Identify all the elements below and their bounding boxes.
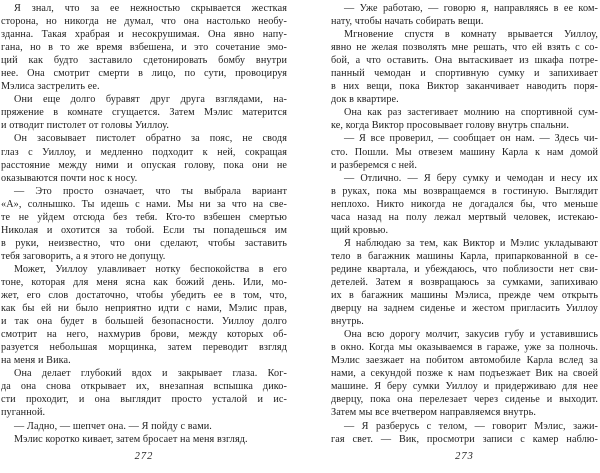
text-line: как бы ей ни было неприятно идти с нами, Мэлис прав, bbox=[1, 303, 287, 315]
text-line: нее. Она смотрит смерти в лицо, по сути, провоцируя bbox=[1, 68, 287, 80]
text-line: внутрь. bbox=[331, 316, 364, 328]
text-line: — Ладно, — шепчет она. — Я пойду с вами. bbox=[14, 420, 212, 432]
text-line: и разберемся с ней. bbox=[331, 159, 417, 171]
text-line: ке, когда Виктор просовывает голову внутрь спальни. bbox=[331, 120, 570, 132]
text-line: в руки, неизвестно, что они сделают, чтобы заставить bbox=[1, 237, 287, 249]
text-line: тоне, которая для меня ясна как божий день. Или, мо- bbox=[1, 276, 287, 288]
text-line: Мэлис коротко кивает, затем бросает на меня взгляд. bbox=[14, 433, 248, 445]
text-line: их в багажник машины Мэлиса, прежде чем открыть bbox=[331, 290, 598, 302]
text-line: разуется небольшая морщинка, затем переводит взгляд bbox=[1, 342, 287, 354]
text-line: — Я все проверил, — сообщает он нам. — Здесь чи- bbox=[344, 133, 598, 145]
text-line: панный чемодан и спортивную сумку и запихивает bbox=[331, 68, 598, 80]
text-line: смотрит на него, нахмурив брови, между которых об- bbox=[1, 329, 287, 341]
text-line: нами, а секундой позже к нам подъезжает Вик на своей bbox=[331, 368, 598, 380]
text-line: Она всю дорогу молчит, закусив губу и уставившись bbox=[344, 329, 598, 341]
text-line: зданна. Такая храбрая и несокрушимая. Она явно напу- bbox=[1, 29, 287, 41]
text-line: гая свет. — Вик, просмотри записи с камер наблю- bbox=[331, 433, 598, 445]
text-line: — Я разберусь с телом, — говорит Мэлис, зажи- bbox=[344, 420, 598, 432]
text-line: сторона, но никогда не думал, что она настолько необу- bbox=[1, 16, 287, 28]
text-line: глаз с Уиллоу, и медленно подходит к ней, сокращая bbox=[1, 146, 287, 158]
text-line: пряжение в комнате сгущается. Затем Мэлис матерится bbox=[1, 107, 287, 119]
text-line: нату, чтобы начать собирать вещи. bbox=[331, 16, 484, 28]
text-line: пуганной. bbox=[1, 407, 46, 419]
text-line: Мэлиса застрелить ее. bbox=[1, 81, 100, 93]
text-line: щий кровью. bbox=[331, 224, 389, 236]
text-line: Затем мы все вчетвером направляемся внутрь. bbox=[331, 407, 537, 419]
text-line: тело в багажник машины Карла, припаркованной в се- bbox=[331, 250, 598, 262]
text-line: детелей. Затем я возвращаюсь за сумками, запихиваю bbox=[331, 276, 598, 288]
text-line: те не уйдем отсюда без тебя. Кто-то взбешен смертью bbox=[1, 211, 287, 223]
text-line: ций как будто заставило сдетонировать бомбу внутри bbox=[1, 55, 287, 67]
text-line: Я знал, что за ее нежностью скрывается жесткая bbox=[14, 3, 287, 14]
text-line: Николая и охотится за тобой. Если ты попадешься им bbox=[1, 224, 287, 236]
right-page-number: 273 bbox=[455, 451, 474, 462]
text-line: Она делает глубокий вдох и закрывает глаза. Ког- bbox=[14, 368, 287, 380]
text-line: — Отлично. — Я беру сумку и чемодан и несу их bbox=[344, 172, 598, 184]
text-line: явно не желая позволять мне решать, что ей взять с со- bbox=[331, 42, 598, 54]
text-line: «А», солнышко. Ты идешь с нами. Мы ни за что на све- bbox=[1, 198, 287, 210]
text-line: в руках, пока мы возвращаемся в гостиную. Выглядит bbox=[331, 185, 598, 197]
text-line: тебя заговорить, а я этого не допущу. bbox=[1, 250, 166, 262]
text-line: сти проходит, и она выглядит просто усталой и ис- bbox=[1, 394, 287, 406]
text-line: жет, его слов достаточно, чтобы убедить ее в том, что, bbox=[1, 290, 287, 302]
text-line: расстояние между ними и опуская голову, пока они не bbox=[1, 159, 287, 171]
text-line: гана, но в то же время взбешена, и это сочетание эмо- bbox=[1, 42, 287, 54]
right-page bbox=[331, 0, 598, 473]
text-line: в них вещи, пока Виктор заканчивает наводить поря- bbox=[331, 81, 598, 93]
text-line: Я наблюдаю за тем, как Виктор и Мэлис укладывают bbox=[344, 237, 598, 249]
text-line: и так она будет в большей безопасности. Уиллоу долго bbox=[1, 316, 287, 328]
text-line: дверцу, пока она перелезает через сиденье и выходит. bbox=[331, 394, 598, 406]
text-line: — Это просто означает, что ты выбрала вариант bbox=[14, 185, 287, 197]
left-page-text bbox=[1, 0, 287, 446]
text-line: Может, Уиллоу улавливает нотку беспокойства в его bbox=[14, 263, 287, 275]
left-page-number: 272 bbox=[134, 451, 154, 462]
text-line: в окно. Когда мы оказываемся в гараже, уже за полночь. bbox=[331, 342, 598, 354]
text-line: Мгновение спустя в комнату врывается Уиллоу, bbox=[344, 29, 598, 41]
text-line: да она снова открывает их, внезапная вспышка дико- bbox=[1, 381, 287, 393]
text-line: дверцу на заднем сиденье и жестом пригласить Уиллоу bbox=[331, 303, 598, 315]
text-line: машине. Я беру сумки Уиллоу и придерживаю для нее bbox=[331, 381, 598, 393]
text-line: неплохо. Никто никогда не догадался бы, что меньше bbox=[331, 198, 598, 210]
text-line: оказываются почти нос к носу. bbox=[1, 172, 138, 184]
text-line: и отводит пистолет от головы Уиллоу. bbox=[1, 120, 169, 132]
text-line: — Уже работаю, — говорю я, направляясь в ее ком- bbox=[344, 3, 598, 14]
text-line: на меня и Вика. bbox=[1, 355, 71, 367]
text-line: бой, а что оставить. Она вытаскивает из шкафа потре- bbox=[331, 55, 598, 67]
text-line: Они еще долго буравят друг друга взглядами, на- bbox=[14, 94, 287, 106]
text-line: часа назад на полу лежал мертвый человек, истекаю- bbox=[331, 211, 598, 223]
left-page bbox=[1, 0, 287, 473]
text-line: Она как раз застегивает молнию на спортивной сум- bbox=[344, 107, 598, 119]
right-page-text bbox=[331, 0, 598, 446]
text-line: Мэлис заезжает на побитом автомобиле Карла вслед за bbox=[331, 355, 598, 367]
text-line: док в квартире. bbox=[331, 94, 399, 106]
text-line: Он засовывает пистолет обратно за пояс, не сводя bbox=[14, 133, 287, 145]
text-line: редине квартала, и убеждаюсь, что поблизости нет сви- bbox=[331, 263, 598, 275]
text-line: сто. Пошли. Мы отвезем машину Карла к нам домой bbox=[331, 146, 598, 158]
